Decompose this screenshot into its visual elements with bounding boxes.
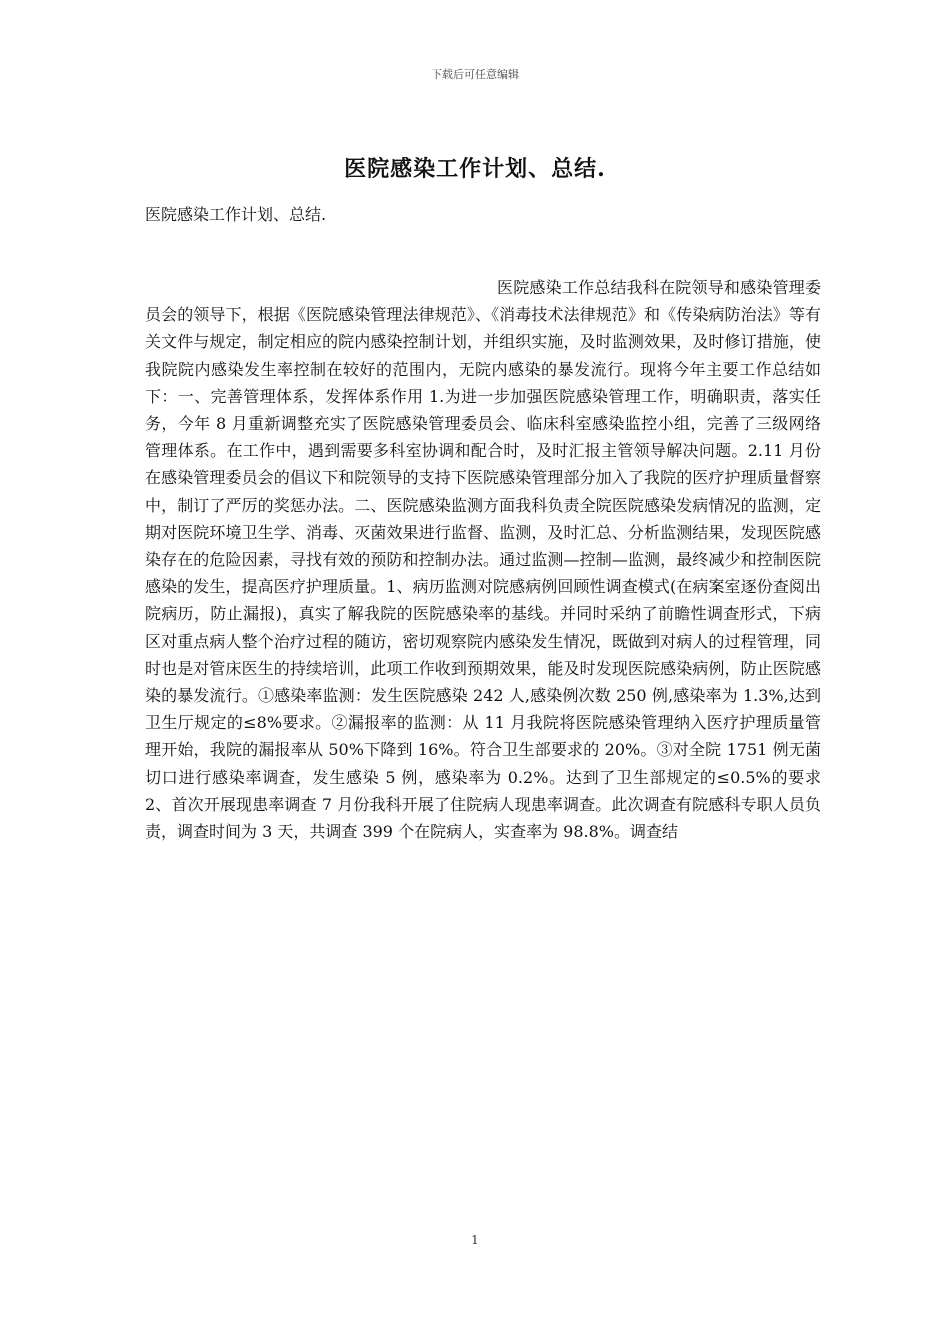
page-number: 1 xyxy=(471,1233,479,1247)
header-note: 下载后可任意编辑 xyxy=(431,68,519,81)
body-paragraph: 医院感染工作总结我科在院领导和感染管理委员会的领导下，根据《医院感染管理法律规范》、《消毒技术法律规范》和《传染病防治法》等有关文件与规定，制定相应的院内感染控制计划，并组织实施，及时监测效果，及时修订措施，使我院院内感染发生率控制在较好的范围内，无院内感染的暴发流行。现将今年主要工作总结如下：一、完善管理体系，发挥体系作用 1.为进一步加强医院感染管理工作，明确职责，落实任务，今年 8 月重新调整充实了医院感染管理委员会、临床科室感染监控小组，完善了三级网络管理体系。在工作中，遇到需要多科室协调和配合时，及时汇报主管领导解决问题。2.11 月份在感染管理委员会的倡议下和院领导的支持下医院感染管理部分加入了我院的医疗护理质量督察中，制订了严厉的奖惩办法。二、医院感染监测方面我科负责全院医院感染发病情况的监测，定期对医院环境卫生学、消毒、灭菌效果进行监督、监测，及时汇总、分析监测结果，发现医院感染存在的危险因素，寻找有效的预防和控制办法。通过监测—控制—监测，最终减少和控制医院感染的发生，提高医疗护理质量。1、病历监测对院感病例回顾性调查模式(在病案室逐份查阅出院病历，防止漏报)，真实了解我院的医院感染率的基线。并同时采纳了前瞻性调查形式，下病区对重点病人整个治疗过程的随访，密切观察院内感染发生情况，既做到对病人的过程管理，同时也是对管床医生的持续培训，此项工作收到预期效果，能及时发现医院感染病例，防止医院感染的暴发流行。①感染率监测：发生医院感染 242 人,感染例次数 250 例,感染率为 1.3%,达到卫生厅规定的≤8%要求。②漏报率的监测：从 11 月我院将医院感染管理纳入医疗护理质量管理开始，我院的漏报率从 50%下降到 16%。符合卫生部要求的 20%。③对全院 1751 例无菌切口进行感染率调查，发生感染 5 例，感染率为 0.2%。达到了卫生部规定的≤0.5%的要求 2、首次开展现患率调查 7 月份我科开展了住院病人现患率调查。此次调查有院感科专职人员负责，调查时间为 3 天，共调查 399 个在院病人，实查率为 98.8%。调查结 xyxy=(145,278,821,842)
document-title: 医院感染工作计划、总结. xyxy=(344,156,606,182)
document-subtitle: 医院感染工作计划、总结. xyxy=(145,205,327,224)
